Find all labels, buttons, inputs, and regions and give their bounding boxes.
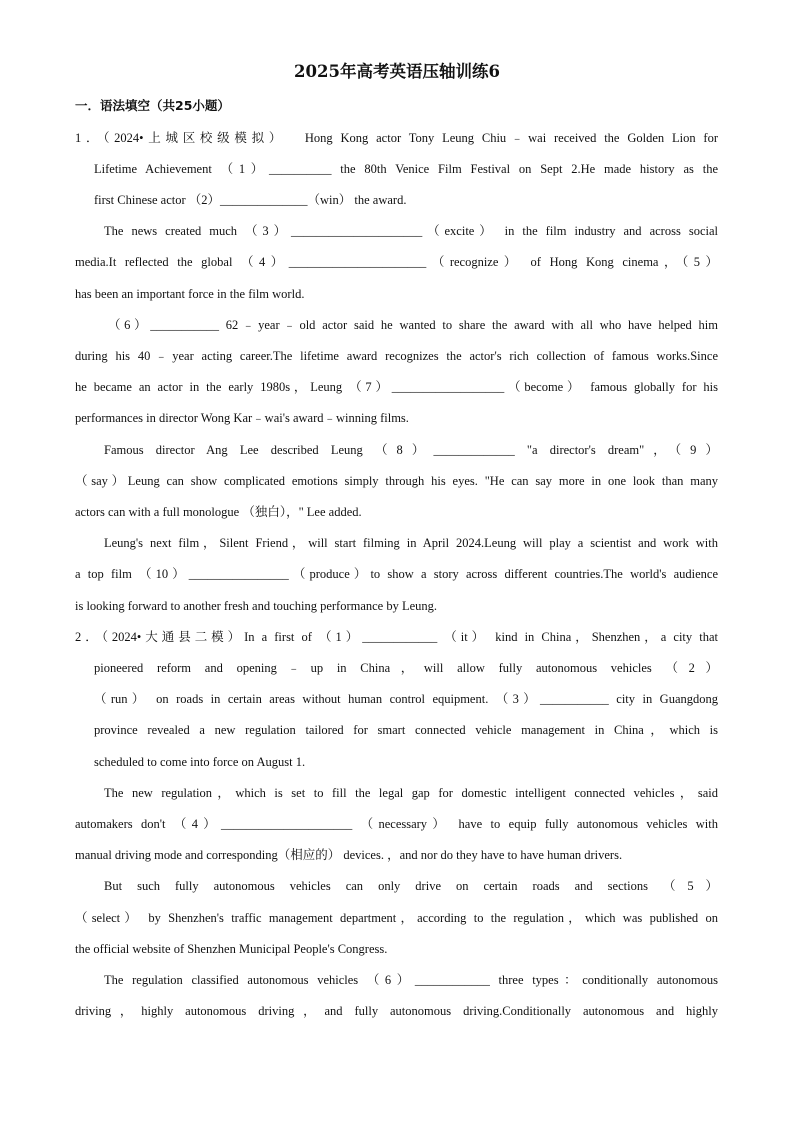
text-line: media.It reflected the global （4）______________________（recognize） of Hong Kong cinema，（5） bbox=[75, 255, 718, 269]
text-line: has been an important force in the film world. bbox=[75, 287, 305, 301]
text-line: 2．（2024•大通县二模）In a first of （1）____________ （it） kind in China，Shenzhen，a city that bbox=[75, 630, 718, 644]
text-line: actors can with a full monologue （独白），" Lee added. bbox=[75, 505, 362, 519]
text-line: The news created much （3）_____________________（excite） in the film industry and across social bbox=[104, 224, 718, 238]
text-line: The regulation classified autonomous vehicles （6）____________ three types：conditionally autonomous bbox=[104, 973, 718, 987]
text-line: a top film （10）________________（produce）to show a story across different countries.The world's audience bbox=[75, 567, 718, 581]
text-line: Famous director Ang Lee described Leung （8）_____________ "a director's dream"，（9） bbox=[104, 443, 718, 457]
text-line: But such fully autonomous vehicles can only drive on certain roads and sections （5） bbox=[104, 879, 718, 893]
text-line: （say）Leung can show complicated emotions simply through his eyes. "He can say more in one look than many bbox=[75, 474, 718, 488]
text-line: scheduled to come into force on August 1. bbox=[94, 755, 306, 769]
text-line: pioneered reform and opening﹣up in China，will allow fully autonomous vehicles （2） bbox=[94, 661, 718, 675]
text-line: （select） by Shenzhen's traffic management department，according to the regulation，which was published on bbox=[75, 911, 718, 925]
text-line: performances in director Wong Kar﹣wai's award﹣winning films. bbox=[75, 411, 409, 425]
section-heading: 一．语法填空（共25小题） bbox=[75, 98, 230, 113]
page-title: 2025年高考英语压轴训练6 bbox=[294, 62, 500, 81]
text-line: first Chinese actor （2）______________（win） the award. bbox=[94, 193, 407, 207]
text-line: 1．（2024•上城区校级模拟） Hong Kong actor Tony Leung Chiu﹣wai received the Golden Lion for bbox=[75, 131, 718, 145]
text-line: driving，highly autonomous driving，and fully autonomous driving.Conditionally autonomous and highly bbox=[75, 1004, 718, 1018]
text-line: （6）___________ 62﹣year﹣old actor said he wanted to share the award with all who have helped him bbox=[108, 318, 718, 332]
text-line: during his 40﹣year acting career.The lifetime award recognizes the actor's rich collection of famous works.Since bbox=[75, 349, 718, 363]
text-line: The new regulation，which is set to fill the legal gap for domestic intelligent connected vehicles，said bbox=[104, 786, 718, 800]
text-line: automakers don't （4）_____________________ （necessary） have to equip fully autonomous vehicles with bbox=[75, 817, 718, 831]
text-line: Leung's next film，Silent Friend，will start filming in April 2024.Leung will play a scientist and work with bbox=[104, 536, 718, 550]
text-line: manual driving mode and corresponding（相应的） devices. ，and nor do they have to have human drivers. bbox=[75, 848, 623, 862]
text-line: he became an actor in the early 1980s，Leung （7）__________________（become） famous globally for his bbox=[75, 380, 718, 394]
text-line: （run） on roads in certain areas without human control equipment. （3）___________ city in Guangdong bbox=[94, 692, 718, 706]
text-line: Lifetime Achievement （1）__________ the 80th Venice Film Festival on Sept 2.He made history as the bbox=[94, 162, 718, 176]
text-line: province revealed a new regulation tailored for smart connected vehicle management in China，which is bbox=[94, 723, 718, 737]
text-line: is looking forward to another fresh and touching performance by Leung. bbox=[75, 599, 438, 613]
text-line: the official website of Shenzhen Municipal People's Congress. bbox=[75, 942, 388, 956]
